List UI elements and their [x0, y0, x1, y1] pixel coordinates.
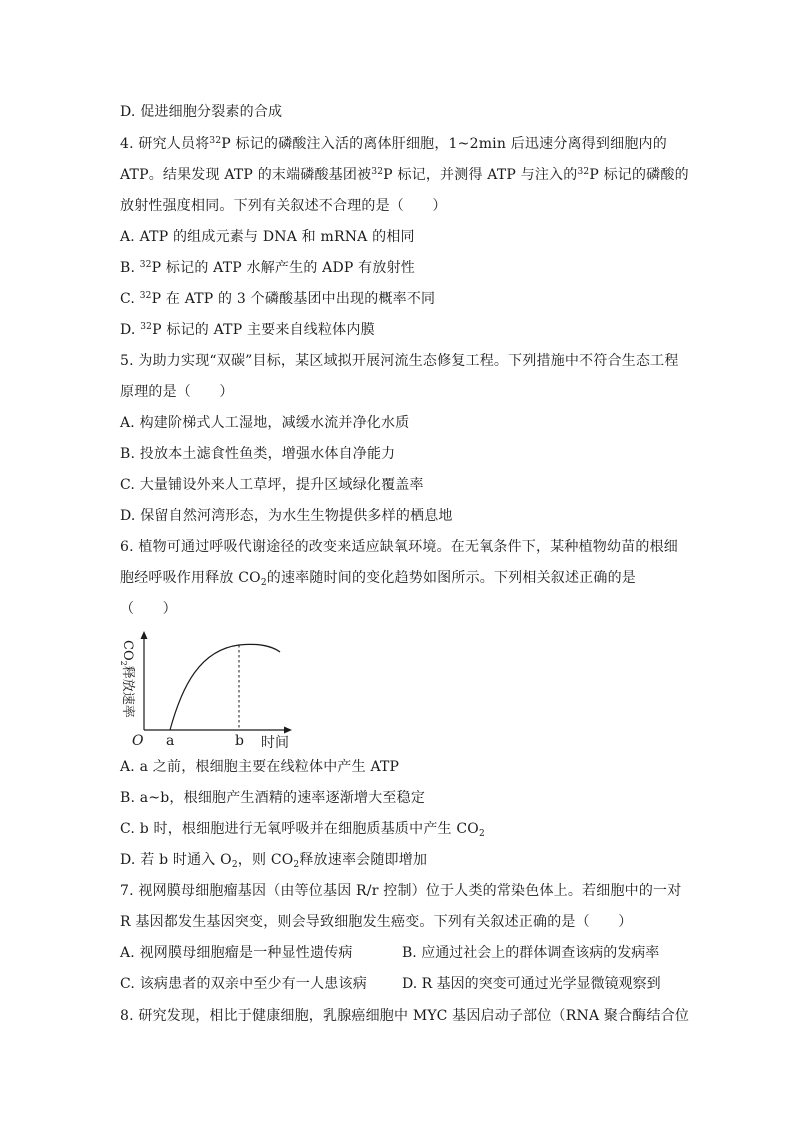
q5-option-a: A. 构建阶梯式人工湿地，减缓水流并净化水质: [120, 415, 410, 431]
rate-curve: [170, 644, 280, 730]
q3-option-d: D. 促进细胞分裂素的合成: [120, 104, 283, 120]
co2-release-rate-figure: [118, 628, 308, 754]
q6-option-c: C. b 时，根细胞进行无氧呼吸并在细胞质基质中产生 $CO_2$: [120, 821, 485, 839]
q6-option-b: B. a~b，根细胞产生酒精的速率逐渐增大至稳定: [120, 790, 426, 806]
q7-option-d: D. R 基因的突变可通过光学显微镜观察到: [402, 976, 661, 992]
q8-stem-line1: 8. 研究发现，相比于健康细胞，乳腺癌细胞中 MYC 基因启动子部位（RNA 聚合酶结合位: [120, 1008, 690, 1024]
q5-stem-line2: 原理的是（ ）: [120, 384, 234, 400]
q6-option-a: A. a 之前，根细胞主要在线粒体中产生 ATP: [120, 759, 400, 775]
y-axis-label: $CO_2$释放速率: [119, 640, 135, 718]
q7-option-a: A. 视网膜母细胞瘤是一种显性遗传病: [120, 945, 353, 961]
q5-option-c: C. 大量铺设外来人工草坪，提升区域绿化覆盖率: [120, 477, 424, 493]
q4-stem-line1: 4. 研究人员将$^{32}$P 标记的磷酸注入活的离体肝细胞，1~2min 后迅速分离得到细胞内的: [120, 136, 667, 152]
q6-stem-line2: 胞经呼吸作用释放 $CO_2$的速率随时间的变化趋势如图所示。下列相关叙述正确的是: [120, 570, 636, 588]
q4-option-c: C. $^{32}$P 在 ATP 的 3 个磷酸基团中出现的概率不同: [120, 291, 436, 307]
q7-option-c: C. 该病患者的双亲中至少有一人患该病: [120, 976, 367, 992]
q7-option-b: B. 应通过社会上的群体调查该病的发病率: [402, 945, 660, 961]
tick-b-label: b: [235, 733, 244, 749]
q4-option-a: A. ATP 的组成元素与 DNA 和 mRNA 的相同: [120, 229, 415, 245]
x-axis-label: 时间: [261, 735, 289, 751]
q6-stem-line3: （ ）: [120, 601, 177, 617]
q5-option-d: D. 保留自然河湾形态，为水生生物提供多样的栖息地: [120, 508, 453, 524]
x-axis-arrow: [284, 727, 292, 734]
q4-option-d: D. $^{32}$P 标记的 ATP 主要来自线粒体内膜: [120, 322, 375, 338]
q6-option-d: D. 若 b 时通入 $O_2$，则 $CO_2$释放速率会随即增加: [120, 852, 428, 870]
q5-stem-line1: 5. 为助力实现“双碳”目标，某区域拟开展河流生态修复工程。下列措施中不符合生态工程: [120, 353, 679, 369]
q4-stem-line3: 放射性强度相同。下列有关叙述不合理的是（ ）: [120, 198, 447, 214]
q7-stem-line2: R 基因都发生基因突变，则会导致细胞发生癌变。下列有关叙述正确的是（ ）: [120, 914, 633, 930]
q4-option-b: B. $^{32}$P 标记的 ATP 水解产生的 ADP 有放射性: [120, 260, 415, 276]
q4-stem-line2: ATP。结果发现 ATP 的末端磷酸基团被$^{32}$P 标记，并测得 ATP 与注入的$^{32}$P 标记的磷酸的: [120, 167, 689, 183]
y-axis-arrow: [141, 631, 148, 639]
q6-stem-line1: 6. 植物可通过呼吸代谢途径的改变来适应缺氧环境。在无氧条件下，某种植物幼苗的根细: [120, 539, 679, 555]
q5-option-b: B. 投放本土滤食性鱼类，增强水体自净能力: [120, 446, 396, 462]
tick-a-label: a: [166, 733, 175, 749]
q7-stem-line1: 7. 视网膜母细胞瘤基因（由等位基因 R/r 控制）位于人类的常染色体上。若细胞中的一对: [120, 883, 682, 899]
origin-label: O: [132, 733, 144, 749]
